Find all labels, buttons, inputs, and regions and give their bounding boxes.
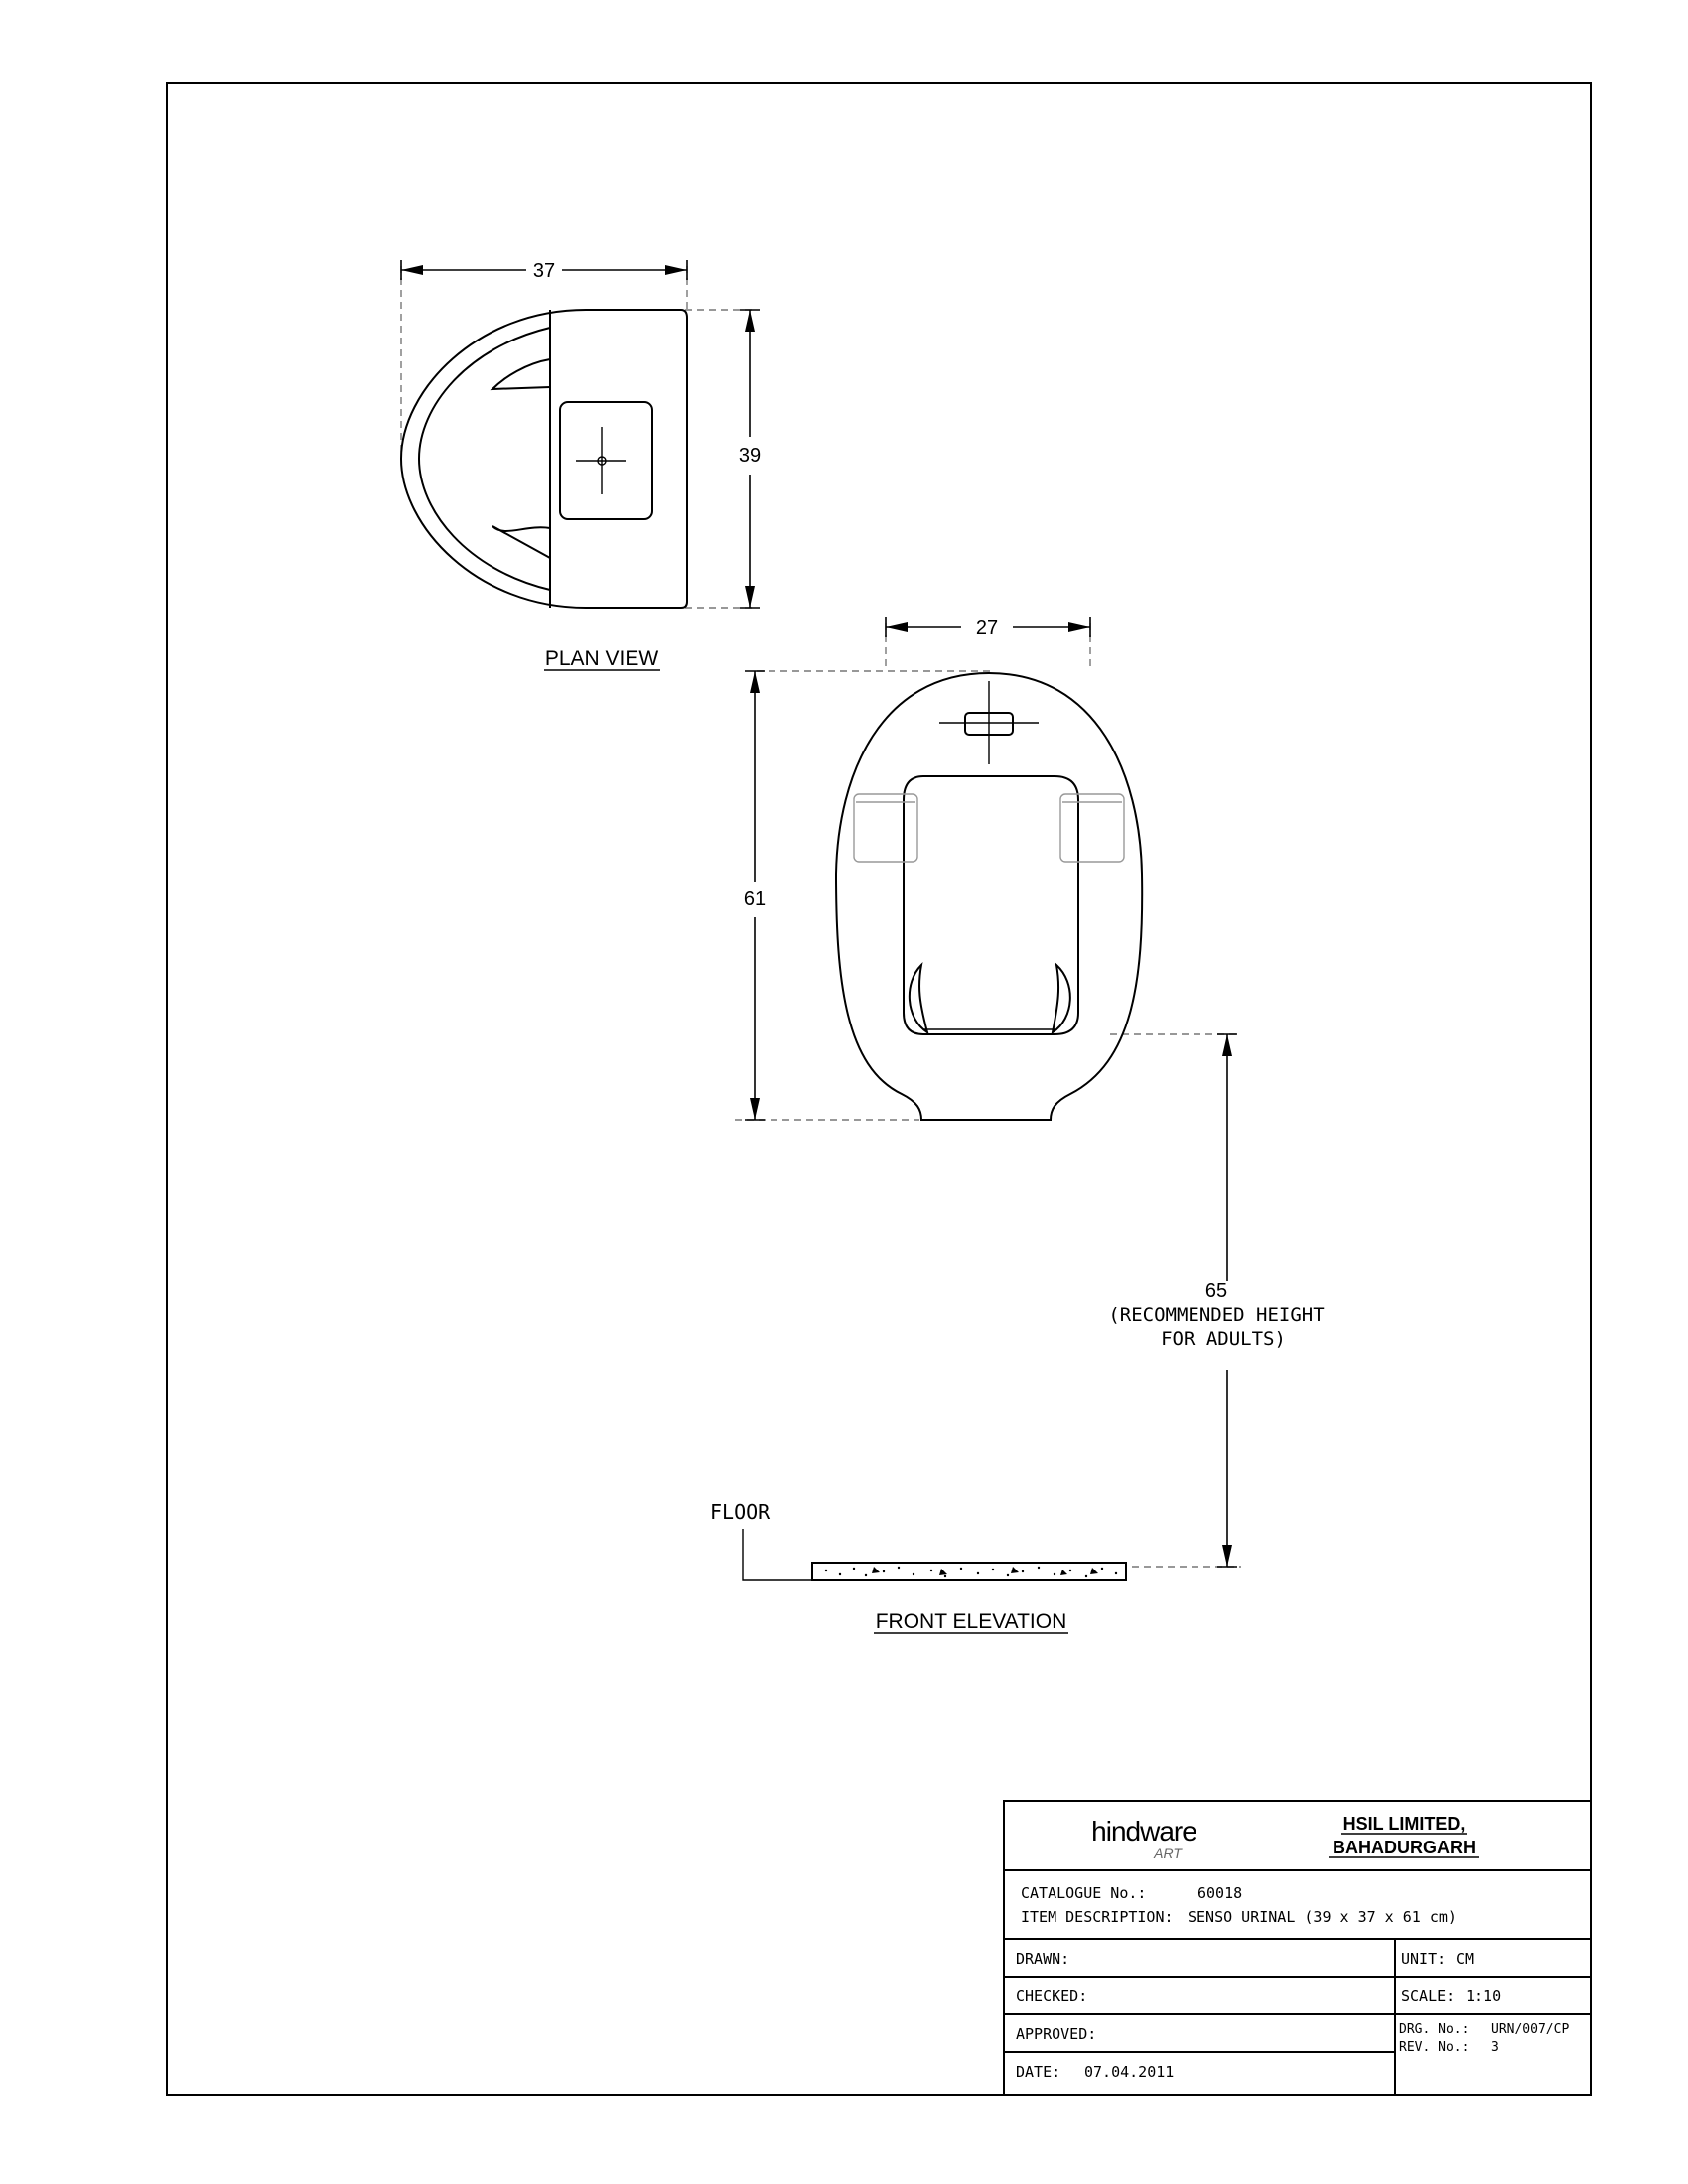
front-elevation-title: FRONT ELEVATION (875, 1610, 1067, 1633)
mounting-height-label: 65 (1204, 1280, 1228, 1301)
floor-label: FLOOR (710, 1500, 771, 1524)
mounting-note-line1: (RECOMMENDED HEIGHT (1108, 1304, 1325, 1326)
logo-sub: ART (1154, 1845, 1182, 1861)
drawn-label: DRAWN: (1016, 1950, 1070, 1968)
floor-slab (812, 1563, 1126, 1580)
front-height-label: 61 (743, 888, 767, 910)
date-value: 07.04.2011 (1084, 2063, 1175, 2081)
mounting-note-line2: FOR ADULTS) (1161, 1328, 1286, 1350)
plan-view-title: PLAN VIEW (544, 647, 659, 670)
approved-label: APPROVED: (1016, 2025, 1097, 2043)
checked-label: CHECKED: (1016, 1987, 1088, 2005)
catalogue-label: CATALOGUE No.: (1021, 1884, 1147, 1902)
item-description-label: ITEM DESCRIPTION: (1021, 1908, 1174, 1926)
company-line2: BAHADURGARH (1333, 1838, 1476, 1857)
date-label: DATE: (1016, 2063, 1061, 2081)
catalogue-value: 60018 (1197, 1884, 1243, 1902)
scale-label: SCALE: (1401, 1987, 1456, 2005)
front-elevation (710, 617, 1325, 1580)
rev-no-value: 3 (1491, 2040, 1499, 2055)
plan-view (401, 260, 761, 608)
item-description-value: SENSO URINAL (39 x 37 x 61 cm) (1188, 1908, 1457, 1926)
unit-label: UNIT: (1401, 1950, 1447, 1968)
sheet-border (167, 83, 1591, 2095)
rev-no-label: REV. No.: (1399, 2040, 1470, 2055)
plan-depth-label: 39 (738, 445, 762, 467)
drg-no-value: URN/007/CP (1491, 2022, 1570, 2037)
logo-brand: hindware (1091, 1816, 1196, 1846)
drg-no-label: DRG. No.: (1399, 2022, 1470, 2037)
floor-hatch (825, 1567, 1117, 1577)
plan-width-label: 37 (532, 260, 556, 282)
unit-value: CM (1456, 1950, 1475, 1968)
company-line1: HSIL LIMITED, (1342, 1814, 1466, 1834)
scale-value: 1:10 (1466, 1987, 1502, 2005)
title-block (1004, 1801, 1591, 2095)
front-width-label: 27 (975, 617, 999, 639)
